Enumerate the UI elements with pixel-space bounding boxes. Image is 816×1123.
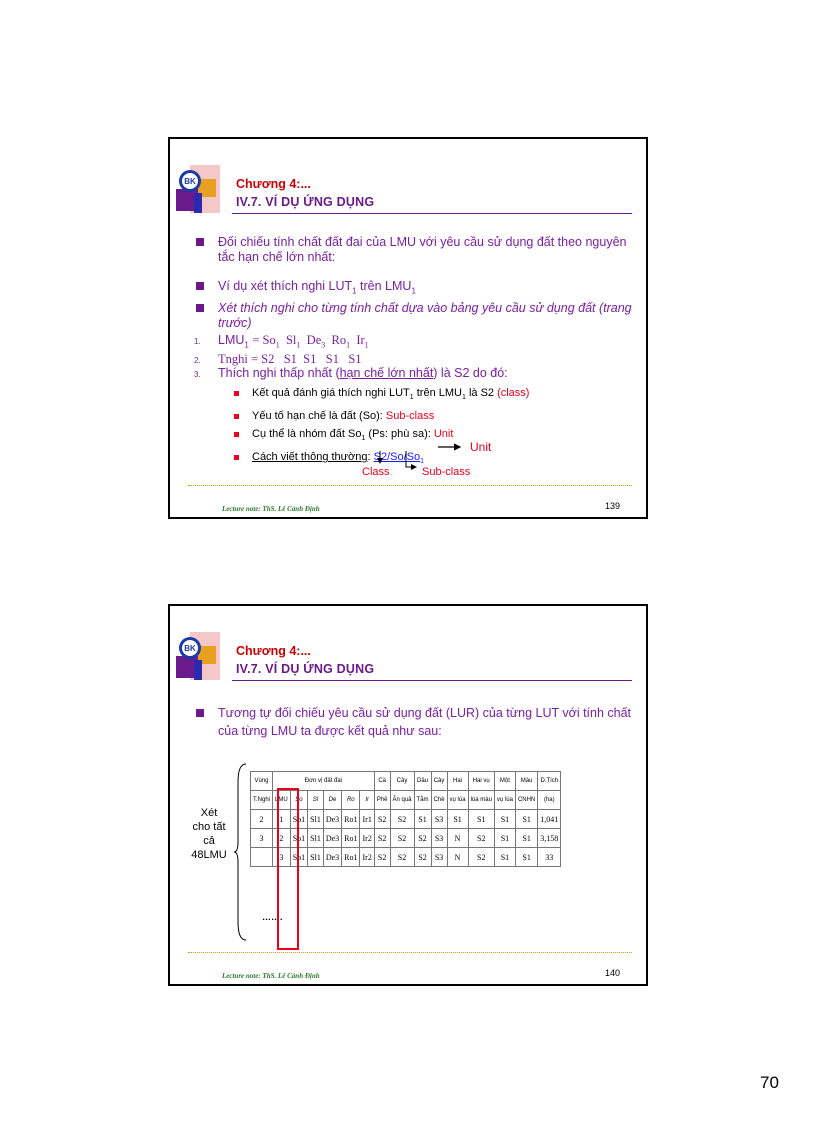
table-row: 3 So1 Sl1 De3 Ro1 Ir2 S2 S2 S2 S3 N S2 S1 S1 33 (251, 848, 561, 867)
table-header-row: T.Nghi LMU So Sl De Ro Ir Phê Ăn quả Tằm Chè vụ lúa lúa màu vụ lúa CNHN (ha) (251, 791, 561, 810)
sub-bullet: Cụ thể là nhóm đất $So_1$ (Ps: phù sa): Unit (232, 425, 632, 448)
numbered-item-3: 3. Thích nghi thấp nhất (hạn chế lớn nhất) là S2 do đó: (194, 366, 508, 380)
sub-bullet: Yếu tố hạn chế là đất (So): Sub-class (232, 407, 632, 425)
bullet-item: Đối chiếu tính chất đất đai của LMU với yêu cầu sử dụng đất theo nguyên tắc hạn chế lớn nhất: (192, 235, 632, 265)
square-bullet-icon (196, 709, 204, 717)
slide-body (192, 704, 632, 742)
table-row: 3 2 So1 Sl1 De3 Ro1 Ir2 S2 S2 S2 S3 N S2 S1 S1 3,158 (251, 829, 561, 848)
slide-number: 140 (604, 968, 620, 978)
bullet-item: Ví dụ xét thích nghi $LUT_1$ trên $LMU_1$ (192, 279, 632, 299)
footer-note: Lecture note: ThS. Lê Cảnh Định (222, 972, 320, 980)
title-divider (232, 680, 632, 681)
table-row: 2 1 So1 Sl1 De3 Ro1 Ir1 S2 S2 S1 S3 S1 S1 S1 S1 1,041 (251, 810, 561, 829)
bullet-item: Tương tự đối chiếu yêu cầu sử dụng đất (LUR) của từng LUT với tính chất của từng LMU ta được kết quả như sau: (192, 704, 632, 740)
numbered-item-2: 2. Tnghi = S2 S1 S1 S1 S1 (194, 352, 362, 366)
chapter-title: Chương 4:... (236, 177, 311, 191)
section-title: IV.7. VÍ DỤ ỨNG DỤNG (236, 662, 375, 676)
slide-number: 139 (604, 501, 620, 511)
sub-bullet: Cách viết thông thường: $S2/So/So_1$ (232, 448, 632, 471)
unit-label: Unit (470, 440, 492, 454)
svg-text:BK: BK (184, 177, 196, 186)
footer-note: Lecture note: ThS. Lê Cảnh Định (222, 505, 320, 513)
bk-logo-icon (176, 632, 220, 680)
numbered-item-1: 1. $LMU_1 = So_1$ $Sl_1$ $De_3$ $Ro_1$ $Ir_1$ (194, 332, 369, 349)
lmu-column-highlight (277, 788, 299, 950)
svg-text:BK: BK (184, 644, 196, 653)
side-label: Xét cho tất cả 48LMU (191, 807, 227, 861)
table-ellipsis: ……. (262, 912, 283, 922)
bullet-item: Xét thích nghi cho từng tính chất dựa vào bảng yêu cầu sử dụng đất (trang trước) (192, 301, 632, 331)
table-header-row: Vùng Đơn vị đất đai Cà Cây Dầu Cây Hai Hai vụ Một Màu D.Tích (251, 772, 561, 791)
slide-140 (168, 604, 648, 986)
footer-divider (188, 952, 632, 953)
chapter-title: Chương 4:... (236, 644, 311, 658)
slide-139 (168, 137, 648, 519)
subclass-label: Sub-class (422, 466, 471, 478)
notation-arrows (170, 139, 648, 519)
footer-divider (188, 485, 632, 486)
sub-bullet: Kết quả đánh giá thích nghi $LUT_1$ trên $LMU_1$ là S2 (class) (232, 384, 632, 407)
page-number: 70 (760, 1073, 779, 1092)
class-label: Class (362, 466, 390, 478)
curly-brace-icon (234, 762, 248, 942)
section-title: IV.7. VÍ DỤ ỨNG DỤNG (236, 195, 375, 209)
